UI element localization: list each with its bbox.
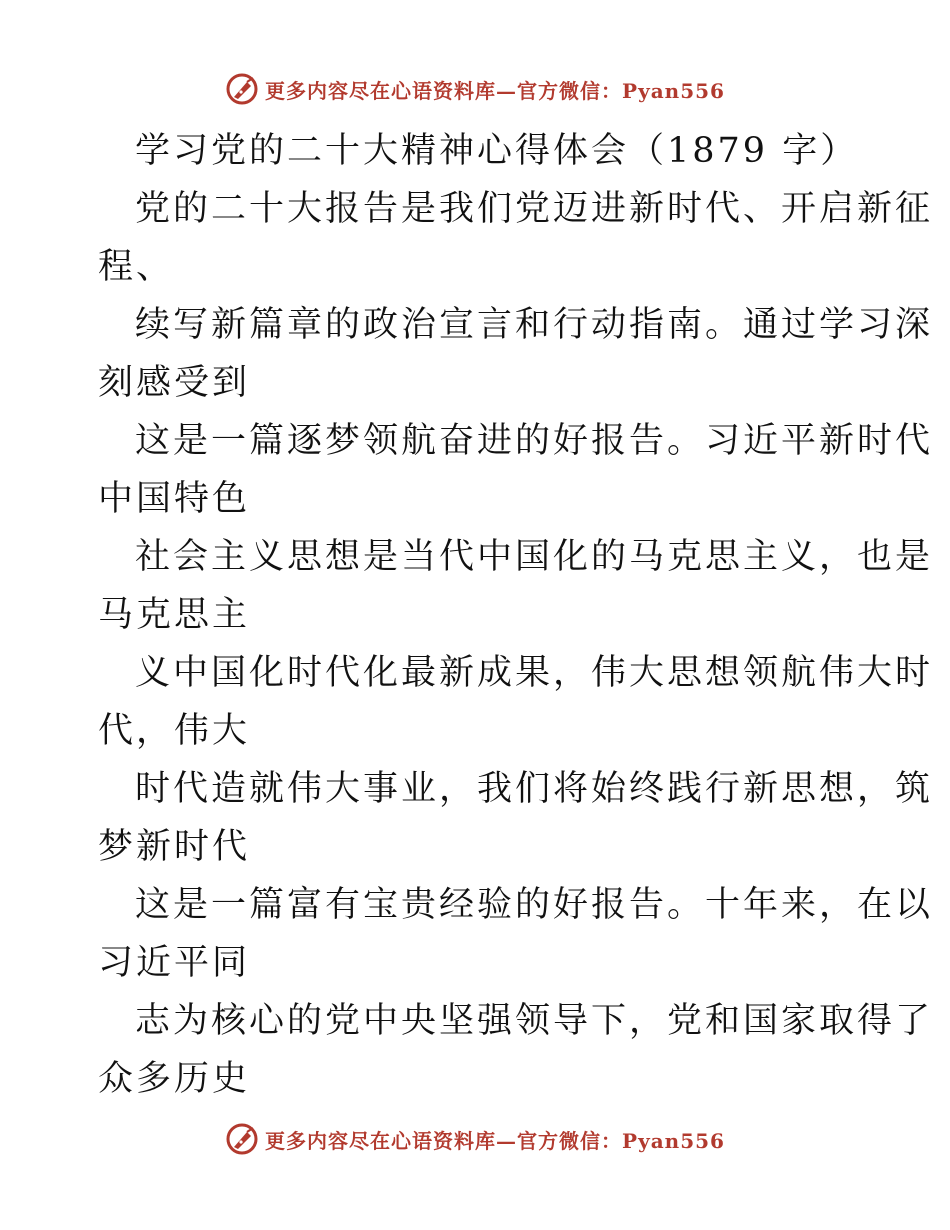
watermark-text: 更多内容尽在心语资料库—官方微信：Pyan556 (265, 1128, 725, 1153)
doc-line: 这是一篇富有宝贵经验的好报告。十年来，在以 (135, 885, 934, 925)
doc-line: 梦新时代 (98, 827, 251, 867)
doc-line: 社会主义思想是当代中国化的马克思主义，也是 (135, 537, 934, 577)
watermark-footer (0, 1122, 950, 1156)
doc-line: 党的二十大报告是我们党迈进新时代、开启新征 (135, 189, 934, 229)
watermark-header (0, 72, 950, 106)
doc-line: 刻感受到 (98, 363, 251, 403)
doc-line: 中国特色 (98, 479, 251, 519)
doc-line: 代，伟大 (98, 711, 251, 751)
doc-line: 众多历史 (98, 1059, 251, 1099)
pen-nib-logo-icon (225, 1122, 259, 1156)
pen-nib-logo-icon (225, 72, 259, 106)
document-body (98, 122, 934, 1108)
doc-line: 续写新篇章的政治宣言和行动指南。通过学习深 (135, 305, 934, 345)
doc-line: 这是一篇逐梦领航奋进的好报告。习近平新时代 (135, 421, 934, 461)
doc-line: 时代造就伟大事业，我们将始终践行新思想，筑 (135, 769, 934, 809)
doc-line: 义中国化时代化最新成果，伟大思想领航伟大时 (135, 653, 934, 693)
doc-line: 习近平同 (98, 943, 251, 983)
doc-line: 学习党的二十大精神心得体会（1879 字） (135, 131, 859, 171)
doc-line: 志为核心的党中央坚强领导下，党和国家取得了 (135, 1001, 934, 1041)
doc-line: 程、 (98, 247, 175, 287)
watermark-text: 更多内容尽在心语资料库—官方微信：Pyan556 (265, 78, 725, 103)
doc-line: 马克思主 (98, 595, 251, 635)
